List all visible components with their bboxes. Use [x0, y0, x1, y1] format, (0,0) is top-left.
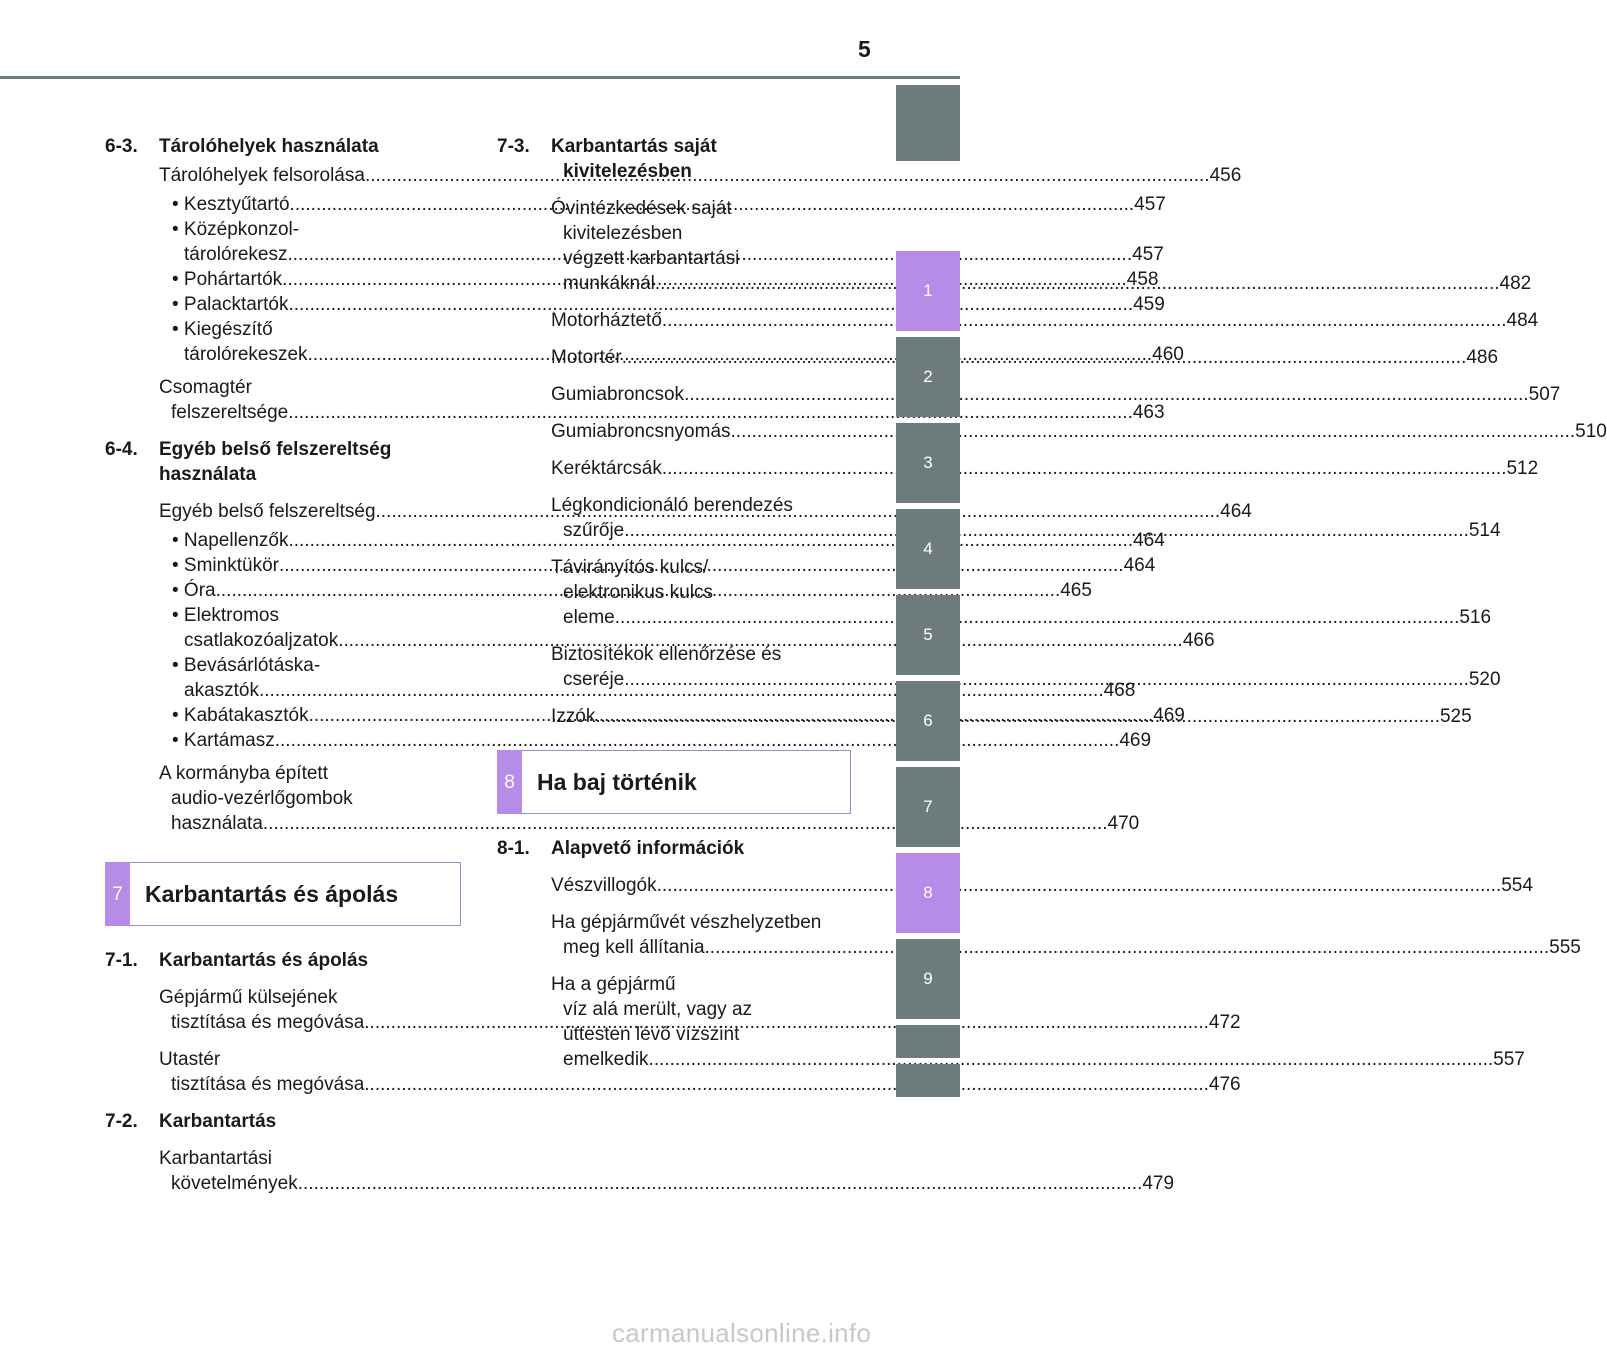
chapter-number: 8 — [497, 750, 522, 814]
entry-page: 464 — [1133, 530, 1165, 551]
entry-text: audio-vezérlőgombok — [171, 788, 353, 809]
entry-text: Ha a gépjármű — [551, 974, 676, 995]
entry-page: 512 — [1506, 458, 1539, 479]
section-number: 7-1. — [105, 950, 138, 971]
watermark: carmanualsonline.info — [612, 1318, 872, 1348]
entry-text: Egyéb belső felszereltség — [159, 501, 376, 522]
entry-text: Távirányítós kulcs/ — [551, 557, 709, 578]
entry-text: • Kabátakasztók — [172, 705, 309, 726]
section-title: kivitelezésben — [563, 161, 692, 182]
entry-text: cseréje — [563, 669, 625, 690]
entry-text: Karbantartási — [159, 1148, 273, 1169]
section-number: 7-2. — [105, 1111, 138, 1132]
entry-page: 484 — [1506, 310, 1539, 331]
chapter-title: Karbantartás és ápolás — [145, 880, 399, 907]
entry-text: akasztók — [184, 680, 259, 701]
entry-text: • Elektromos — [172, 605, 279, 626]
tab-extra-2[interactable] — [896, 1064, 960, 1097]
entry-page: 516 — [1459, 607, 1492, 628]
entry-page: 456 — [1209, 165, 1242, 186]
entry-text: eleme — [563, 607, 615, 628]
entry-page: 525 — [1439, 706, 1472, 727]
entry-page: 486 — [1466, 347, 1499, 368]
entry-text: meg kell állítania — [563, 937, 705, 958]
tab-extra-1[interactable] — [896, 1025, 960, 1058]
entry-page: 463 — [1132, 402, 1165, 423]
entry-page: 476 — [1208, 1074, 1241, 1095]
entry-text: úttesten lévő vízszint — [563, 1024, 740, 1045]
entry-text: csatlakozóaljzatok — [184, 630, 339, 651]
entry-page: 470 — [1107, 813, 1140, 834]
toc-entry[interactable] — [159, 1146, 1175, 1196]
entry-text: elektronikus kulcs — [563, 582, 713, 603]
entry-page: 469 — [1153, 705, 1185, 726]
chapter-tabs — [896, 85, 960, 1103]
entry-text: • Napellenzők — [172, 530, 289, 551]
entry-text: Gépjármű külsejének — [159, 987, 338, 1008]
toc-subentry[interactable] — [172, 728, 1152, 753]
tab-chapter-8[interactable]: 8 — [896, 853, 960, 933]
tab-chapter-9[interactable]: 9 — [896, 939, 960, 1019]
entry-text: • Óra — [172, 580, 216, 601]
entry-text: Óvintézkedések saját — [551, 198, 732, 219]
section-number: 8-1. — [497, 838, 530, 859]
entry-page: 466 — [1182, 630, 1215, 651]
toc-entry[interactable] — [551, 910, 1581, 960]
entry-text: • Pohártartók — [172, 269, 283, 290]
section-heading-6-4 — [105, 437, 453, 487]
section-title: Egyéb belső felszereltség — [159, 439, 392, 460]
toc-entry[interactable] — [551, 419, 1607, 444]
entry-text: Légkondicionáló berendezés — [551, 495, 793, 516]
tab-chapter-3[interactable]: 3 — [896, 423, 960, 503]
entry-text: Biztosítékok ellenőrzése és — [551, 644, 782, 665]
entry-text: kivitelezésben — [563, 223, 683, 244]
section-number: 7-3. — [497, 136, 530, 157]
entry-text: használata — [171, 813, 263, 834]
entry-page: 457 — [1132, 244, 1164, 265]
toc-subentry[interactable] — [172, 292, 1165, 317]
tab-chapter-1[interactable]: 1 — [896, 251, 960, 331]
entry-page: 469 — [1119, 730, 1152, 751]
entry-text: felszereltsége — [171, 402, 289, 423]
entry-page: 472 — [1208, 1012, 1241, 1033]
section-number: 6-4. — [105, 439, 138, 460]
entry-text: Ha gépjárművét vészhelyzetben — [551, 912, 822, 933]
entry-text: Vészvillogók — [551, 875, 657, 896]
chapter-number: 7 — [105, 862, 130, 926]
tab-chapter-6[interactable]: 6 — [896, 681, 960, 761]
tab-chapter-5[interactable]: 5 — [896, 595, 960, 675]
entry-page: 520 — [1468, 669, 1501, 690]
entry-text: • Sminktükör — [172, 555, 279, 576]
section-title: Tárolóhelyek használata — [159, 136, 379, 157]
entry-text: Gumiabroncsok — [551, 384, 685, 405]
chapter-banner-7[interactable] — [105, 862, 461, 926]
section-heading-8-1 — [497, 836, 849, 861]
tab-chapter-4[interactable]: 4 — [896, 509, 960, 589]
entry-page: 464 — [1220, 501, 1252, 522]
entry-page: 464 — [1123, 555, 1156, 576]
entry-text: Motortér — [551, 347, 622, 368]
entry-text: • Kiegészítő — [172, 319, 273, 340]
tab-contents[interactable] — [896, 85, 960, 161]
section-heading-7-1 — [105, 948, 453, 973]
entry-page: 514 — [1468, 520, 1501, 541]
toc-entry[interactable] — [551, 308, 1539, 333]
entry-text: Motorháztető — [551, 310, 662, 331]
entry-text: Keréktárcsák — [551, 458, 662, 479]
entry-text: • Palacktartók — [172, 294, 289, 315]
tab-chapter-2[interactable]: 2 — [896, 337, 960, 417]
entry-text: Utastér — [159, 1049, 221, 1070]
entry-text: A kormányba épített — [159, 763, 328, 784]
entry-text: Izzók — [551, 706, 596, 727]
entry-page: 510 — [1575, 421, 1607, 442]
entry-text: • Kesztyűtartó — [172, 194, 290, 215]
entry-text: Csomagtér — [159, 377, 252, 398]
toc-entry[interactable] — [551, 382, 1561, 407]
entry-text: tárolórekesz — [184, 244, 288, 265]
section-heading-6-3 — [105, 134, 453, 159]
section-title: Karbantartás saját — [551, 136, 717, 157]
page-number: 5 — [858, 36, 871, 62]
chapter-banner-8[interactable] — [497, 750, 851, 814]
entry-text: Tárolóhelyek felsorolása — [159, 165, 365, 186]
entry-page: 457 — [1134, 194, 1166, 215]
entry-text: munkáknál — [563, 273, 655, 294]
entry-page: 555 — [1549, 937, 1581, 958]
entry-text: tárolórekeszek — [184, 344, 308, 365]
entry-text: • Bevásárlótáska- — [172, 655, 321, 676]
section-title: Alapvető információk — [551, 838, 745, 859]
entry-text: • Kartámasz — [172, 730, 275, 751]
entry-text: tisztítása és megóvása — [171, 1074, 365, 1095]
entry-text: tisztítása és megóvása — [171, 1012, 365, 1033]
chapter-title: Ha baj történik — [537, 768, 697, 795]
entry-text: emelkedik — [563, 1049, 649, 1070]
entry-text: követelmények — [171, 1173, 298, 1194]
entry-page: 557 — [1493, 1049, 1525, 1070]
toc-entry[interactable] — [551, 873, 1533, 898]
entry-page: 482 — [1499, 273, 1532, 294]
section-number: 6-3. — [105, 136, 138, 157]
entry-page: 468 — [1103, 680, 1136, 701]
entry-page: 554 — [1501, 875, 1533, 896]
entry-page: 479 — [1142, 1173, 1175, 1194]
section-heading-7-3 — [497, 134, 849, 184]
entry-text: Gumiabroncsnyomás — [551, 421, 731, 442]
entry-page: 460 — [1152, 344, 1184, 365]
section-heading-7-2 — [105, 1109, 453, 1134]
entry-text: víz alá merült, vagy az — [563, 999, 753, 1020]
section-title: használata — [159, 464, 257, 485]
tab-chapter-7[interactable]: 7 — [896, 767, 960, 847]
section-title: Karbantartás és ápolás — [159, 950, 369, 971]
header-rule — [0, 76, 960, 79]
entry-text: szűrője — [563, 520, 625, 541]
entry-page: 465 — [1060, 580, 1092, 601]
entry-text: • Középkonzol- — [172, 219, 300, 240]
entry-page: 458 — [1126, 269, 1159, 290]
entry-page: 459 — [1133, 294, 1165, 315]
toc-entry[interactable] — [551, 456, 1539, 481]
entry-page: 507 — [1528, 384, 1561, 405]
entry-text: végzett karbantartási — [563, 248, 740, 269]
section-title: Karbantartás — [159, 1111, 277, 1132]
